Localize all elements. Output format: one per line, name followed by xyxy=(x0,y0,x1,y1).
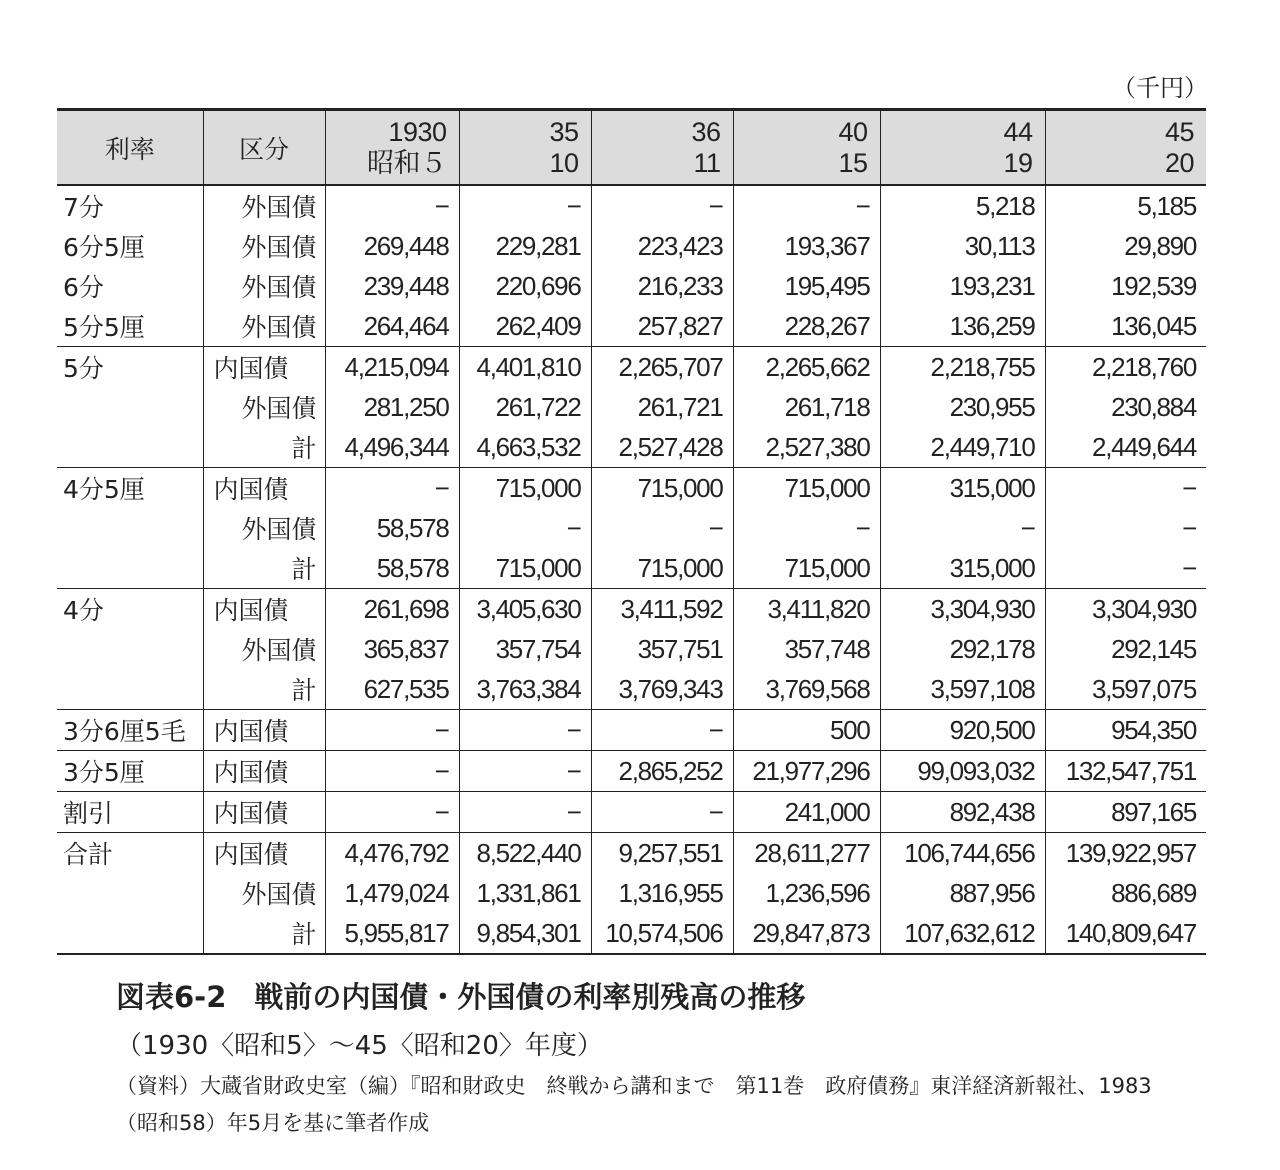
figure-caption xyxy=(116,975,833,1016)
table-row xyxy=(57,833,1206,874)
value-cell: 261,722 xyxy=(459,387,591,427)
value-cell: − xyxy=(325,185,459,226)
rate-cell: 合計 xyxy=(57,833,203,874)
value-cell: 892,438 xyxy=(880,792,1045,833)
value-cell: 2,449,644 xyxy=(1045,427,1206,468)
figure-title: 戦前の内国債・外国債の利率別残高の推移 xyxy=(254,980,806,1014)
value-cell: − xyxy=(733,508,880,548)
value-cell: − xyxy=(1045,468,1206,509)
rate-cell: 3分6厘5毛 xyxy=(57,710,203,751)
year-western: 44 xyxy=(1003,116,1033,147)
value-cell: 4,401,810 xyxy=(459,347,591,388)
value-cell: 21,977,296 xyxy=(733,751,880,792)
kubun-cell: 外国債 xyxy=(203,873,325,913)
rate-cell: 5分5厘 xyxy=(63,313,145,342)
value-cell: 2,527,380 xyxy=(733,427,880,468)
table-row xyxy=(57,792,1206,833)
kubun-cell: 外国債 xyxy=(203,387,325,427)
value-cell: 715,000 xyxy=(591,548,733,589)
value-cell: 229,281 xyxy=(459,226,591,266)
value-cell: 1,316,955 xyxy=(591,873,733,913)
value-cell: 136,259 xyxy=(880,306,1045,347)
bond-balance-table xyxy=(57,108,1206,955)
value-cell: 1,479,024 xyxy=(325,873,459,913)
table-row xyxy=(57,387,1206,427)
value-cell: 292,145 xyxy=(1045,629,1206,669)
year-western: 45 xyxy=(1164,116,1194,147)
kubun-cell: 外国債 xyxy=(203,306,325,347)
value-cell: 281,250 xyxy=(325,387,459,427)
header-year xyxy=(325,110,459,186)
value-cell: 715,000 xyxy=(459,548,591,589)
value-cell: 2,218,755 xyxy=(880,347,1045,388)
value-cell: 193,231 xyxy=(880,266,1045,306)
rate-cell xyxy=(57,508,203,548)
value-cell: 2,527,428 xyxy=(591,427,733,468)
value-cell: − xyxy=(459,751,591,792)
value-cell: 262,409 xyxy=(459,306,591,347)
table-row xyxy=(57,508,1206,548)
rate-cell: 7分 xyxy=(63,193,104,222)
value-cell: 192,539 xyxy=(1045,266,1206,306)
value-cell: 10,574,506 xyxy=(591,913,733,954)
value-cell: − xyxy=(733,185,880,226)
value-cell: 58,578 xyxy=(325,508,459,548)
value-cell: − xyxy=(459,710,591,751)
value-cell: − xyxy=(459,792,591,833)
table-row xyxy=(57,913,1206,954)
value-cell: 292,178 xyxy=(880,629,1045,669)
value-cell: 4,663,532 xyxy=(459,427,591,468)
year-western: 36 xyxy=(691,116,721,147)
rate-cell xyxy=(57,913,203,954)
kubun-cell: 外国債 xyxy=(203,629,325,669)
kubun-cell: 内国債 xyxy=(203,792,325,833)
value-cell: 897,165 xyxy=(1045,792,1206,833)
value-cell: 132,547,751 xyxy=(1045,751,1206,792)
value-cell: 954,350 xyxy=(1045,710,1206,751)
kubun-cell: 外国債 xyxy=(203,508,325,548)
value-cell: 4,496,344 xyxy=(325,427,459,468)
value-cell: − xyxy=(880,508,1045,548)
value-cell: 58,578 xyxy=(325,548,459,589)
rate-cell: 4分5厘 xyxy=(57,468,203,509)
kubun-cell: 計 xyxy=(203,427,325,468)
table-row xyxy=(57,266,1206,306)
kubun-cell: 計 xyxy=(203,548,325,589)
year-showa: 11 xyxy=(693,147,721,178)
rate-cell: 5分 xyxy=(57,347,203,388)
value-cell: 2,265,662 xyxy=(733,347,880,388)
header-kubun: 区分 xyxy=(203,110,325,186)
value-cell: 715,000 xyxy=(733,468,880,509)
value-cell: 9,257,551 xyxy=(591,833,733,874)
value-cell: 2,218,760 xyxy=(1045,347,1206,388)
value-cell: 4,215,094 xyxy=(325,347,459,388)
value-cell: 193,367 xyxy=(733,226,880,266)
value-cell: 2,449,710 xyxy=(880,427,1045,468)
table-body xyxy=(57,185,1206,954)
table-row xyxy=(57,751,1206,792)
table-row xyxy=(57,629,1206,669)
value-cell: 29,890 xyxy=(1045,226,1206,266)
year-showa: 10 xyxy=(549,147,579,178)
value-cell: 715,000 xyxy=(733,548,880,589)
value-cell: 4,476,792 xyxy=(325,833,459,874)
kubun-cell: 内国債 xyxy=(203,347,325,388)
value-cell: 3,769,568 xyxy=(733,669,880,710)
header-year xyxy=(591,110,733,186)
table-row xyxy=(57,468,1206,509)
figure-number: 図表6-2 xyxy=(116,980,227,1014)
value-cell: 3,769,343 xyxy=(591,669,733,710)
value-cell: 99,093,032 xyxy=(880,751,1045,792)
year-western: 1930 xyxy=(388,116,447,147)
value-cell: 28,611,277 xyxy=(733,833,880,874)
table-row xyxy=(57,427,1206,468)
value-cell: 261,698 xyxy=(325,589,459,630)
value-cell: 715,000 xyxy=(591,468,733,509)
value-cell: 2,865,252 xyxy=(591,751,733,792)
table-row xyxy=(57,710,1206,751)
value-cell: 2,265,707 xyxy=(591,347,733,388)
table-row xyxy=(57,548,1206,589)
value-cell: 230,884 xyxy=(1045,387,1206,427)
value-cell: 239,448 xyxy=(325,266,459,306)
rate-cell: 4分 xyxy=(57,589,203,630)
value-cell: − xyxy=(591,792,733,833)
value-cell: − xyxy=(591,185,733,226)
kubun-cell: 内国債 xyxy=(203,833,325,874)
kubun-cell: 内国債 xyxy=(203,710,325,751)
header-year xyxy=(1045,110,1206,186)
value-cell: 261,721 xyxy=(591,387,733,427)
value-cell: 1,236,596 xyxy=(733,873,880,913)
rate-cell xyxy=(57,427,203,468)
value-cell: 3,411,820 xyxy=(733,589,880,630)
figure-subtitle: （1930〈昭和5〉～45〈昭和20〉年度） xyxy=(116,1031,603,1061)
value-cell: 261,718 xyxy=(733,387,880,427)
year-western: 40 xyxy=(838,116,868,147)
kubun-cell: 外国債 xyxy=(203,185,325,226)
kubun-cell: 内国債 xyxy=(203,751,325,792)
value-cell: 139,922,957 xyxy=(1045,833,1206,874)
value-cell: 241,000 xyxy=(733,792,880,833)
value-cell: 357,748 xyxy=(733,629,880,669)
value-cell: 228,267 xyxy=(733,306,880,347)
header-year xyxy=(733,110,880,186)
source-note: （資料）大蔵省財政史室（編）『昭和財政史 終戦から講和まで 第11巻 政府債務』東洋経済新報社、1983（昭和58）年5月を基に筆者作成 xyxy=(116,1074,1152,1135)
value-cell: 195,495 xyxy=(733,266,880,306)
value-cell: 230,955 xyxy=(880,387,1045,427)
kubun-cell: 外国債 xyxy=(203,266,325,306)
year-showa: 15 xyxy=(838,147,868,178)
rate-cell: 3分5厘 xyxy=(57,751,203,792)
value-cell: 220,696 xyxy=(459,266,591,306)
value-cell: − xyxy=(591,710,733,751)
value-cell: − xyxy=(325,792,459,833)
value-cell: 29,847,873 xyxy=(733,913,880,954)
header-rate: 利率 xyxy=(57,110,203,186)
value-cell: 887,956 xyxy=(880,873,1045,913)
value-cell: 264,464 xyxy=(325,306,459,347)
value-cell: − xyxy=(459,185,591,226)
value-cell: 216,233 xyxy=(591,266,733,306)
rate-cell xyxy=(57,629,203,669)
rate-cell xyxy=(57,548,203,589)
year-western: 35 xyxy=(549,116,579,147)
value-cell: 3,597,108 xyxy=(880,669,1045,710)
value-cell: 357,754 xyxy=(459,629,591,669)
value-cell: − xyxy=(1045,548,1206,589)
rate-cell xyxy=(57,387,203,427)
value-cell: 223,423 xyxy=(591,226,733,266)
value-cell: 30,113 xyxy=(880,226,1045,266)
value-cell: 3,597,075 xyxy=(1045,669,1206,710)
value-cell: 136,045 xyxy=(1045,306,1206,347)
value-cell: 3,304,930 xyxy=(1045,589,1206,630)
value-cell: 886,689 xyxy=(1045,873,1206,913)
value-cell: − xyxy=(1045,508,1206,548)
kubun-cell: 計 xyxy=(203,913,325,954)
value-cell: 357,751 xyxy=(591,629,733,669)
value-cell: 3,763,384 xyxy=(459,669,591,710)
year-showa: 昭和５ xyxy=(367,147,447,178)
table-row xyxy=(57,347,1206,388)
value-cell: − xyxy=(459,508,591,548)
value-cell: 106,744,656 xyxy=(880,833,1045,874)
value-cell: 920,500 xyxy=(880,710,1045,751)
value-cell: 365,837 xyxy=(325,629,459,669)
year-showa: 20 xyxy=(1164,147,1194,178)
kubun-cell: 内国債 xyxy=(203,589,325,630)
value-cell: 627,535 xyxy=(325,669,459,710)
value-cell: − xyxy=(325,751,459,792)
value-cell: 8,522,440 xyxy=(459,833,591,874)
value-cell: 257,827 xyxy=(591,306,733,347)
year-showa: 19 xyxy=(1003,147,1033,178)
value-cell: 3,304,930 xyxy=(880,589,1045,630)
unit-label: （千円） xyxy=(1112,74,1208,102)
rate-cell: 割引 xyxy=(57,792,203,833)
value-cell: 715,000 xyxy=(459,468,591,509)
value-cell: 140,809,647 xyxy=(1045,913,1206,954)
rate-cell xyxy=(57,873,203,913)
header-year xyxy=(880,110,1045,186)
table-row xyxy=(57,669,1206,710)
value-cell: 315,000 xyxy=(880,548,1045,589)
header-row xyxy=(57,110,1206,186)
value-cell: 107,632,612 xyxy=(880,913,1045,954)
header-year xyxy=(459,110,591,186)
value-cell: − xyxy=(325,468,459,509)
rate-cell: 6分 xyxy=(63,273,104,302)
value-cell: − xyxy=(591,508,733,548)
kubun-cell: 内国債 xyxy=(203,468,325,509)
value-cell: 5,218 xyxy=(880,185,1045,226)
table-row xyxy=(57,226,1206,266)
kubun-cell: 計 xyxy=(203,669,325,710)
value-cell: 5,955,817 xyxy=(325,913,459,954)
value-cell: 269,448 xyxy=(325,226,459,266)
value-cell: 315,000 xyxy=(880,468,1045,509)
value-cell: − xyxy=(325,710,459,751)
value-cell: 5,185 xyxy=(1045,185,1206,226)
table-row xyxy=(57,589,1206,630)
rate-cell: 6分5厘 xyxy=(63,233,145,262)
table-row xyxy=(57,306,1206,347)
value-cell: 500 xyxy=(733,710,880,751)
rate-cell xyxy=(57,669,203,710)
value-cell: 3,405,630 xyxy=(459,589,591,630)
value-cell: 9,854,301 xyxy=(459,913,591,954)
table-row xyxy=(57,873,1206,913)
table-row xyxy=(57,185,1206,226)
kubun-cell: 外国債 xyxy=(203,226,325,266)
value-cell: 1,331,861 xyxy=(459,873,591,913)
value-cell: 3,411,592 xyxy=(591,589,733,630)
